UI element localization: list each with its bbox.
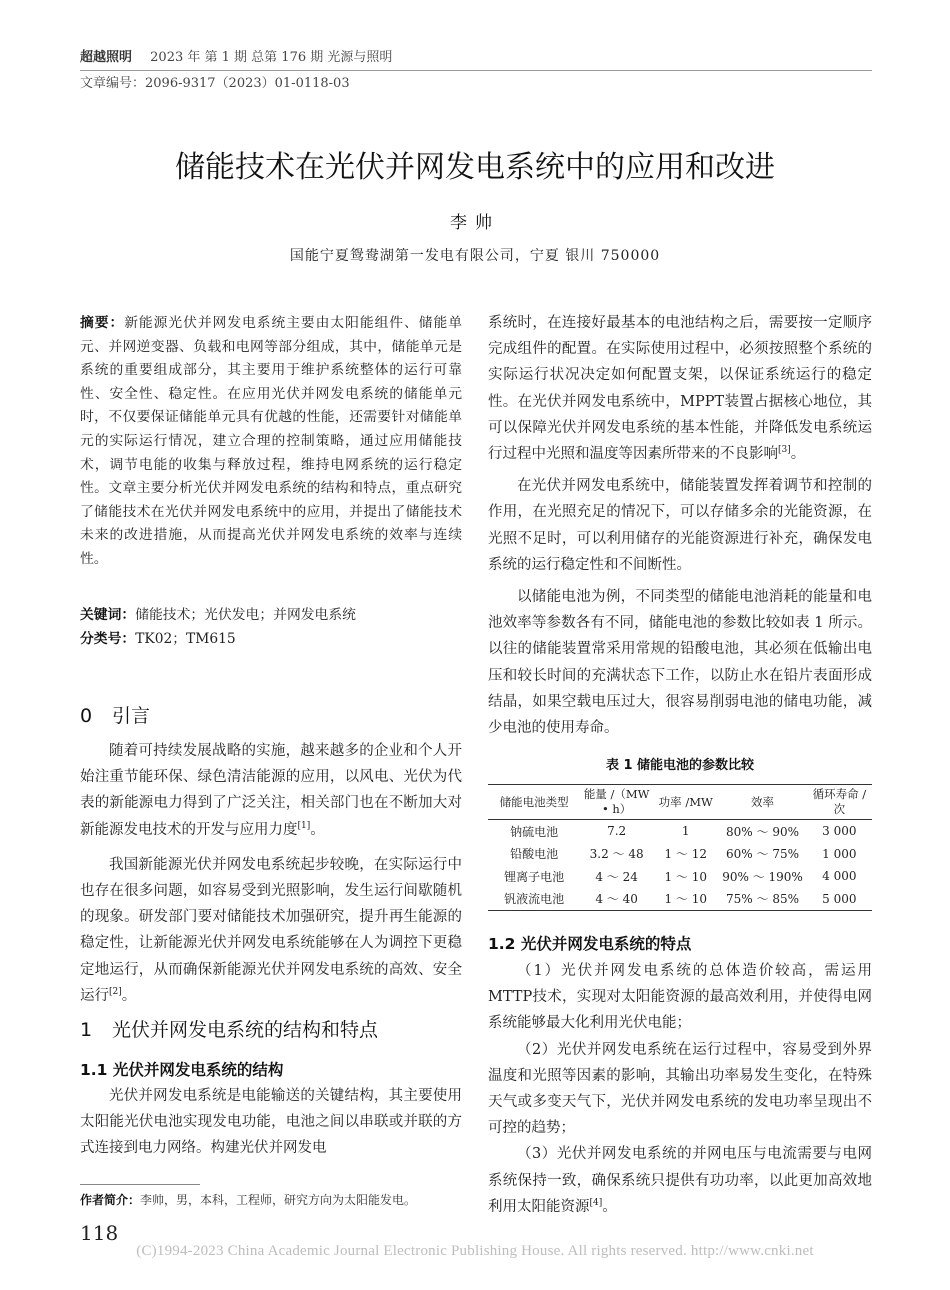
feature-item-1: （1）光伏并网发电系统的总体造价较高，需运用MTTP技术，实现对太阳能资源的最高效利用，并使得电网系统能够最大化利用光伏电能；	[488, 963, 872, 1032]
table-cell: 4 ～ 24	[595, 869, 638, 884]
footnote-divider	[80, 1184, 200, 1185]
running-header	[80, 48, 872, 68]
section-heading-1	[80, 1016, 378, 1044]
subsection-heading-1-2: 1.2 光伏并网发电系统的特点	[488, 935, 692, 953]
page-number: 118	[80, 1221, 119, 1245]
citation-ref: [4]	[589, 1198, 603, 1208]
table-cell: 1 ～ 10	[664, 869, 708, 884]
table-row	[488, 843, 872, 866]
table-cell: 90% ～ 190%	[722, 869, 803, 884]
section-heading-intro	[80, 702, 150, 730]
classification	[80, 628, 462, 652]
battery-parameter-table	[488, 784, 872, 911]
intro-paragraph-2: 我国新能源光伏并网发电系统起步较晚，在实际运行中也存在很多问题，如容易受到光照影响，发生运行间歇随机的现象。研发部门要对储能技术加强研究，提升再生能源的稳定性，让新能源光伏并网发电系统能够在人为调控下更稳定地运行，从而确保新能源光伏并网发电系统的高效、安全运行[2]。	[80, 856, 462, 1004]
abstract-label: 摘要：	[80, 315, 125, 331]
issue-info: 2023 年 第 1 期 总第 176 期 光源与照明	[150, 50, 393, 65]
classification-label: 分类号：	[80, 631, 136, 647]
table-cell: 60% ～ 75%	[726, 847, 800, 862]
section-number: 0	[80, 705, 93, 727]
table-row	[488, 820, 872, 843]
citation-ref: [2]	[109, 987, 122, 997]
section-title: 引言	[112, 705, 151, 727]
structure-paragraph-continued: 系统时，在连接好最基本的电池结构之后，需要按一定顺序完成组件的配置。在实际使用过程中，必须按照整个系统的实际运行状况决定如何配置支架，以保证系统运行的稳定性。在光伏并网发电系统中，MPPT装置占据核心地位，其可以保障光伏并网发电系统的基本性能，并降低发电系统运行过程中光照和温度等因素所带来的不良影响[3]。	[488, 315, 872, 463]
abstract	[80, 312, 462, 572]
keywords-text: 储能技术；光伏发电；并网发电系统	[135, 607, 356, 623]
table-cell: 7.2	[607, 824, 627, 839]
table-cell: 1 ～ 10	[653, 888, 718, 911]
section-title: 光伏并网发电系统的结构和特点	[112, 1019, 379, 1041]
table-header-cell: 循环寿命 / 次	[807, 785, 872, 820]
header-divider	[80, 70, 872, 71]
intro-paragraph-1: 随着可持续发展战略的实施，越来越多的企业和个人开始注重节能环保、绿色清洁能源的应用，以风电、光伏为代表的新能源电力得到了广泛关注，相关部门也在不断加大对新能源发电技术的开发与应用力度[1]。	[80, 743, 462, 838]
table-cell: 1	[681, 824, 690, 839]
section-1-1-body	[80, 1083, 462, 1162]
classification-text: TK02；TM615	[135, 631, 236, 647]
table-header-cell: 效率	[718, 785, 806, 820]
feature-item-3: （3）光伏并网发电系统的并网电压与电流需要与电网系统保持一致，确保系统只提供有功功率，以此更加高效地利用太阳能资源[4]。	[488, 1146, 872, 1215]
journal-name: 超越照明	[80, 50, 133, 65]
keywords-label: 关键词：	[80, 607, 136, 623]
paper-title: 储能技术在光伏并网发电系统中的应用和改进	[175, 150, 775, 185]
intro-body	[80, 738, 462, 1009]
table-cell: 钒液流电池	[488, 888, 580, 911]
right-column-body	[488, 310, 872, 741]
section-1-2-body	[488, 958, 872, 1220]
section-number: 1	[80, 1019, 93, 1041]
battery-paragraph: 以储能电池为例，不同类型的储能电池消耗的能量和电池效率等参数各有不同，储能电池的参数比较如表 1 所示。以往的储能装置常采用常规的铅酸电池，其必须在低输出电压和较长时间的充满状态下工作，以防止水在铅片表面形成结晶，如果空载电压过大，很容易削弱电池的储电功能，减少电池的使用寿命。	[488, 589, 872, 737]
section-1-1-paragraph: 光伏并网发电系统是电能输送的关键结构，其主要使用太阳能光伏电池实现发电功能，电池之间以串联或并联的方式连接到电力网络。构建光伏并网发电	[80, 1088, 462, 1157]
table-caption: 表 1 储能电池的参数比较	[605, 758, 755, 773]
table-row	[488, 888, 872, 911]
table-cell: 5 000	[807, 888, 872, 911]
table-header-cell: 能量 /（MW • h）	[580, 785, 653, 820]
table-cell: 3 000	[822, 824, 857, 839]
subsection-heading-1-1: 1.1 光伏并网发电系统的结构	[80, 1061, 284, 1079]
table-cell: 4 000	[822, 869, 857, 884]
keywords	[80, 604, 462, 628]
table-cell: 3.2 ～ 48	[589, 847, 644, 862]
table-header-row	[488, 785, 872, 820]
abstract-text: 新能源光伏并网发电系统主要由太阳能组件、储能单元、并网逆变器、负载和电网等部分组成，其中，储能单元是系统的重要组成部分，其主要用于维护系统整体的运行可靠性、安全性、稳定性。在应用光伏并网发电系统的储能单元时，不仅要保证储能单元具有优越的性能，还需要针对储能单元的实际运行情况，建立合理的控制策略，通过应用储能技术，调节电能的收集与释放过程，维持电网系统的运行稳定性。文章主要分析光伏并网发电系统的结构和特点，重点研究了储能技术在光伏并网发电系统中的应用，并提出了储能技术未来的改进措施，从而提高光伏并网发电系统的效率与连续性。	[80, 315, 463, 567]
table-cell: 钠硫电池	[510, 824, 559, 839]
table-cell: 80% ～ 90%	[726, 824, 800, 839]
table-cell: 1 000	[822, 846, 857, 861]
article-number: 文章编号：2096-9317（2023）01-0118-03	[80, 76, 350, 91]
author-affiliation: 国能宁夏鸳鸯湖第一发电有限公司，宁夏 银川 750000	[289, 248, 661, 264]
table-cell: 4 ～ 40	[580, 888, 653, 911]
table-header-cell: 功率 /MW	[653, 785, 718, 820]
author-footnote-text: 李帅，男，本科，工程师，研究方向为太阳能发电。	[140, 1193, 417, 1207]
table-cell: 锂离子电池	[504, 869, 565, 884]
table-cell: 75% ～ 85%	[718, 888, 806, 911]
citation-ref: [3]	[778, 445, 791, 456]
feature-item-2: （2）光伏并网发电系统在运行过程中，容易受到外界温度和光照等因素的影响，其输出功率易发生变化，在特殊天气或多变天气下，光伏并网发电系统的发电功率呈现出不可控的趋势；	[488, 1041, 872, 1137]
copyright-watermark: (C)1994-2023 China Academic Journal Electronic Publishing House. All rights reserved. http://www.cnki.net	[136, 1243, 814, 1259]
storage-paragraph: 在光伏并网发电系统中，储能装置发挥着调节和控制的作用，在光照充足的情况下，可以存储多余的光能资源，在光照不足时，可以利用储存的光能资源进行补充，确保发电系统的运行稳定性和不间断性。	[488, 478, 872, 573]
author-footnote	[80, 1190, 416, 1210]
table-cell: 铅酸电池	[510, 847, 559, 862]
table-header-cell: 储能电池类型	[488, 785, 580, 820]
table-cell: 1 ～ 12	[664, 847, 708, 862]
citation-ref: [1]	[297, 820, 311, 831]
author-name: 李帅	[450, 213, 500, 233]
table-row	[488, 865, 872, 888]
author-footnote-label: 作者简介：	[80, 1193, 141, 1207]
